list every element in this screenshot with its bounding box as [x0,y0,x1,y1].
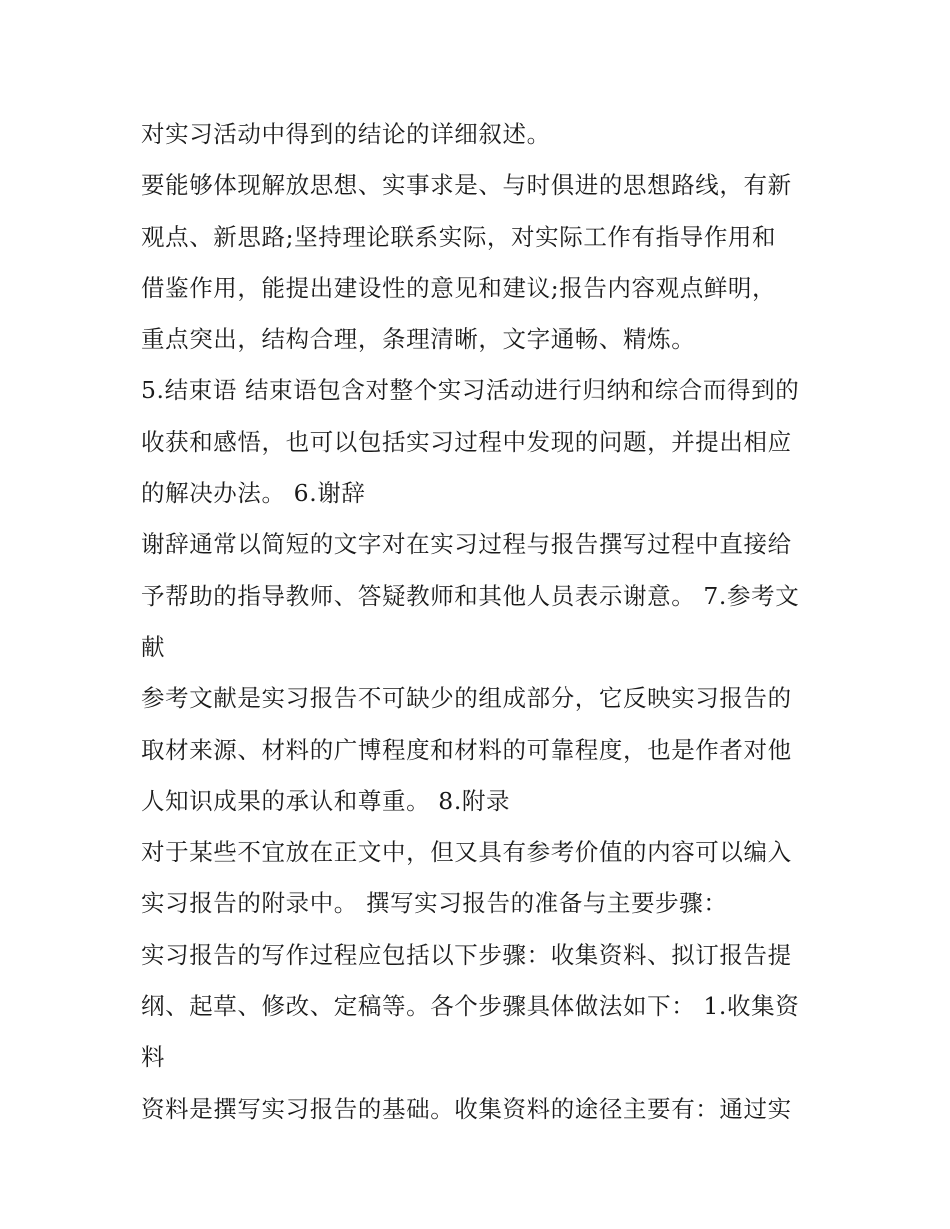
text-line: 献 [141,632,166,661]
text-line: 取材来源、材料的广博程度和材料的可靠程度，也是作者对他 [141,735,792,764]
text-line: 参考文献是实习报告不可缺少的组成部分，它反映实习报告的 [141,684,792,713]
text-line: 资料是撰写实习报告的基础。收集资料的途径主要有：通过实 [141,1094,792,1123]
document-body [141,109,821,1135]
text-line: 人知识成果的承认和尊重。 8.附录 [141,786,511,815]
text-line: 观点、新思路;坚持理论联系实际，对实际工作有指导作用和 [141,222,777,251]
text-line: 5.结束语 结束语包含对整个实习活动进行归纳和综合而得到的 [141,376,800,405]
text-line: 料 [141,1043,166,1072]
text-line: 要能够体现解放思想、实事求是、与时俱进的思想路线，有新 [141,171,792,200]
text-line: 谢辞通常以简短的文字对在实习过程与报告撰写过程中直接给 [141,530,792,559]
text-line: 收获和感悟，也可以包括实习过程中发现的问题，并提出相应 [141,427,792,456]
text-line: 重点突出，结构合理，条理清晰，文字通畅、精炼。 [141,325,696,354]
text-line: 借鉴作用，能提出建设性的意见和建议;报告内容观点鲜明， [141,273,777,302]
text-line: 实习报告的附录中。 撰写实习报告的准备与主要步骤： [141,889,728,918]
text-line: 对于某些不宜放在正文中，但又具有参考价值的内容可以编入 [141,838,792,867]
text-line: 予帮助的指导教师、答疑教师和其他人员表示谢意。 7.参考文 [141,581,800,610]
text-line: 实习报告的写作过程应包括以下步骤：收集资料、拟订报告提 [141,940,792,969]
text-line: 对实习活动中得到的结论的详细叙述。 [141,120,551,148]
text-line: 的解决办法。 6.谢辞 [141,479,366,508]
text-line: 纲、起草、修改、定稿等。各个步骤具体做法如下： 1.收集资 [141,992,800,1021]
